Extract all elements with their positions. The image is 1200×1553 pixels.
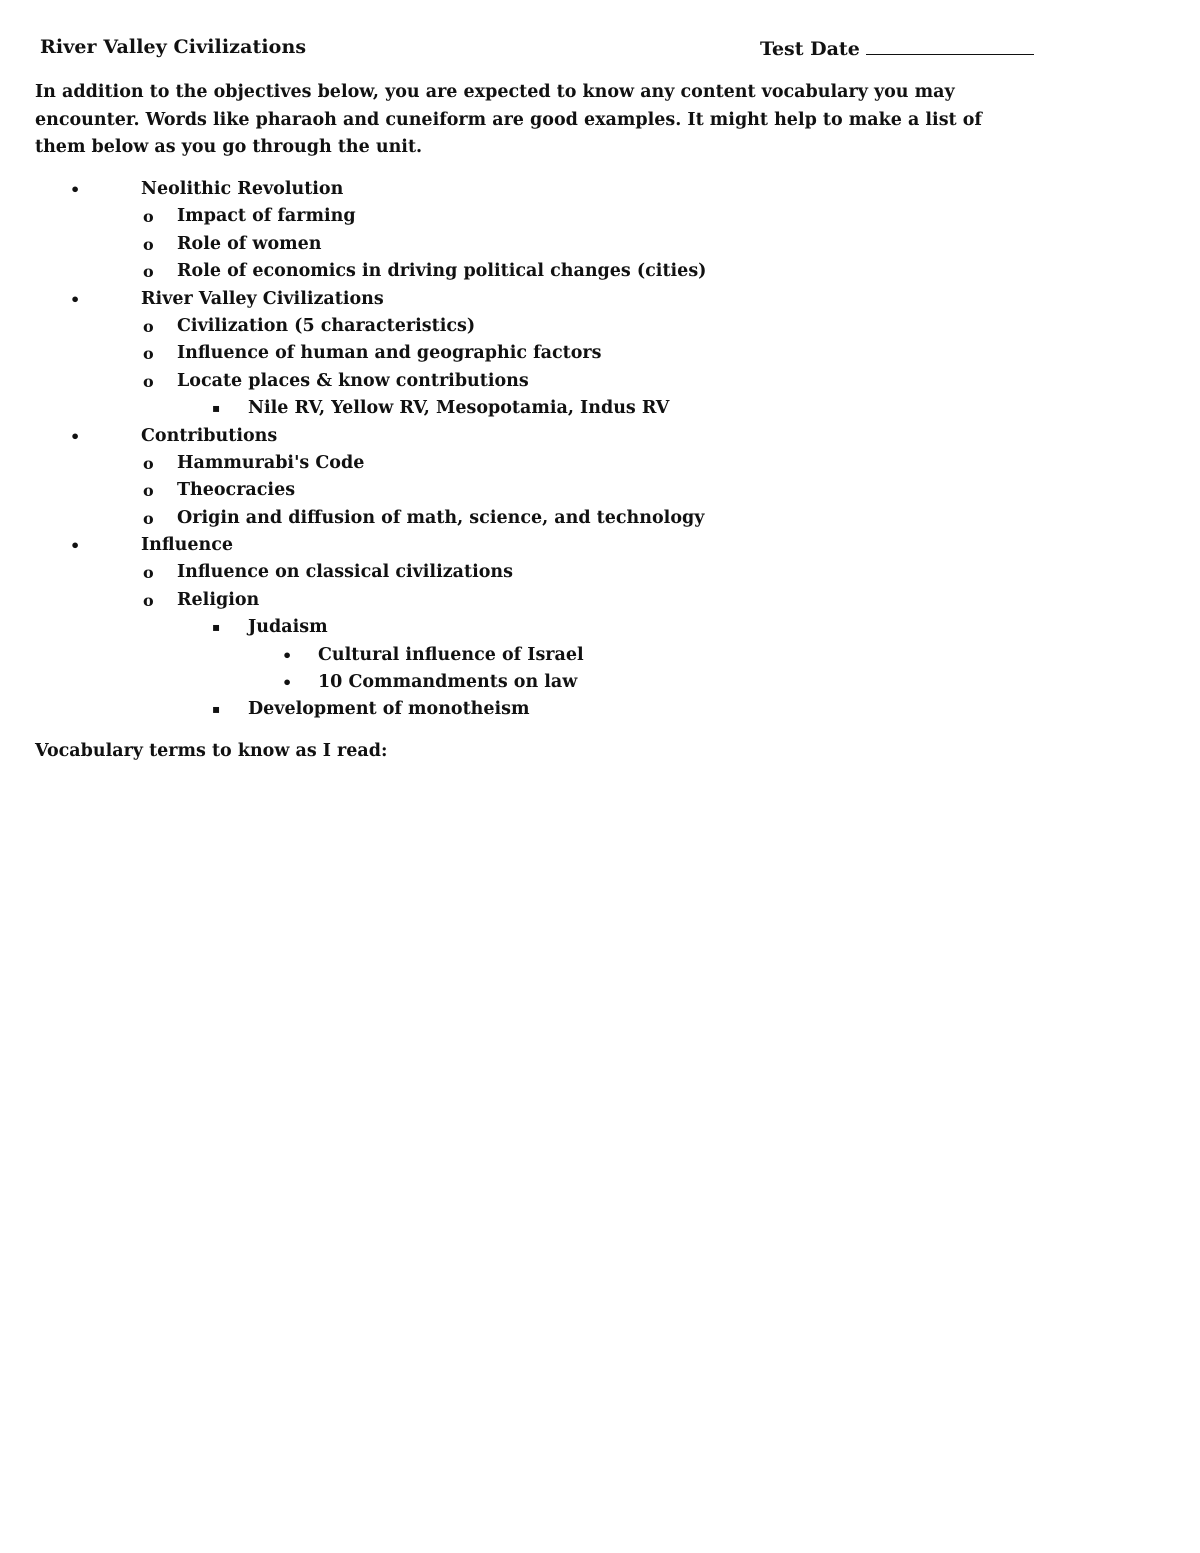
circle-bullet-icon: o [143,344,154,364]
outline-item-text: Impact of farming [177,206,356,227]
test-date-field [760,36,1034,60]
outline-item-text: Influence [141,535,234,556]
outline-item [0,231,1100,258]
outline-item [0,368,1100,395]
outline-item [0,340,1100,367]
square-bullet-icon: ▪ [212,401,221,416]
objectives-outline [0,176,1100,724]
square-bullet-icon: ▪ [212,702,221,717]
outline-item [0,258,1100,285]
outline-item [0,532,1100,559]
outline-item-text: Role of economics in driving political changes (cities) [177,261,707,282]
document-header [40,36,1020,66]
circle-bullet-icon: o [143,508,154,528]
intro-paragraph: In addition to the objectives below, you are expected to know any content vocabulary you may encounter. Words like pharaoh and cuneiform are good examples. It might help to make a list of them below as you go through the unit. [35,82,982,157]
square-bullet-icon: ▪ [212,620,221,635]
outline-item-text: Judaism [248,617,328,638]
outline-item-text: Development of monotheism [248,699,530,720]
circle-bullet-icon: o [143,453,154,473]
bullet-icon: • [70,289,81,309]
outline-item [0,395,1100,422]
bullet-icon: • [70,536,81,556]
outline-item-text: 10 Commandments on law [318,672,578,693]
outline-item-text: Origin and diffusion of math, science, and technology [177,507,705,528]
outline-item-text: Cultural influence of Israel [318,644,584,665]
outline-item [0,669,1100,696]
outline-item-text: Role of women [177,233,322,254]
outline-item-text: Locate places & know contributions [177,370,529,391]
outline-item [0,203,1100,230]
outline-item [0,313,1100,340]
circle-bullet-icon: o [143,590,154,610]
circle-bullet-icon: o [143,316,154,336]
outline-item-text: Influence of human and geographic factors [177,343,602,364]
vocabulary-heading: Vocabulary terms to know as I read: [35,741,388,761]
document-title: River Valley Civilizations [40,36,307,58]
circle-bullet-icon: o [143,371,154,391]
circle-bullet-icon: o [143,262,154,282]
test-date-label: Test Date [760,38,860,60]
outline-item [0,450,1100,477]
outline-item-text: Hammurabi's Code [177,452,365,473]
outline-item [0,587,1100,614]
test-date-blank-line [866,36,1034,55]
outline-item [0,614,1100,641]
outline-item [0,642,1100,669]
outline-item [0,696,1100,723]
circle-bullet-icon: o [143,563,154,583]
outline-item [0,286,1100,313]
outline-item-text: Influence on classical civilizations [177,562,513,583]
outline-item [0,505,1100,532]
bullet-icon: • [282,673,293,693]
outline-item-text: Civilization (5 characteristics) [177,315,476,336]
circle-bullet-icon: o [143,481,154,501]
bullet-icon: • [70,426,81,446]
outline-item-text: Religion [177,589,260,610]
outline-item [0,176,1100,203]
outline-item-text: Neolithic Revolution [141,179,344,199]
circle-bullet-icon: o [143,234,154,254]
bullet-icon: • [282,645,293,665]
outline-item [0,559,1100,586]
outline-item [0,423,1100,450]
outline-item-text: River Valley Civilizations [141,288,384,309]
outline-item-text: Nile RV, Yellow RV, Mesopotamia, Indus RV [248,398,670,419]
outline-item-text: Contributions [141,425,278,446]
circle-bullet-icon: o [143,207,154,227]
outline-item [0,477,1100,504]
outline-item-text: Theocracies [177,480,296,501]
bullet-icon: • [70,180,81,199]
